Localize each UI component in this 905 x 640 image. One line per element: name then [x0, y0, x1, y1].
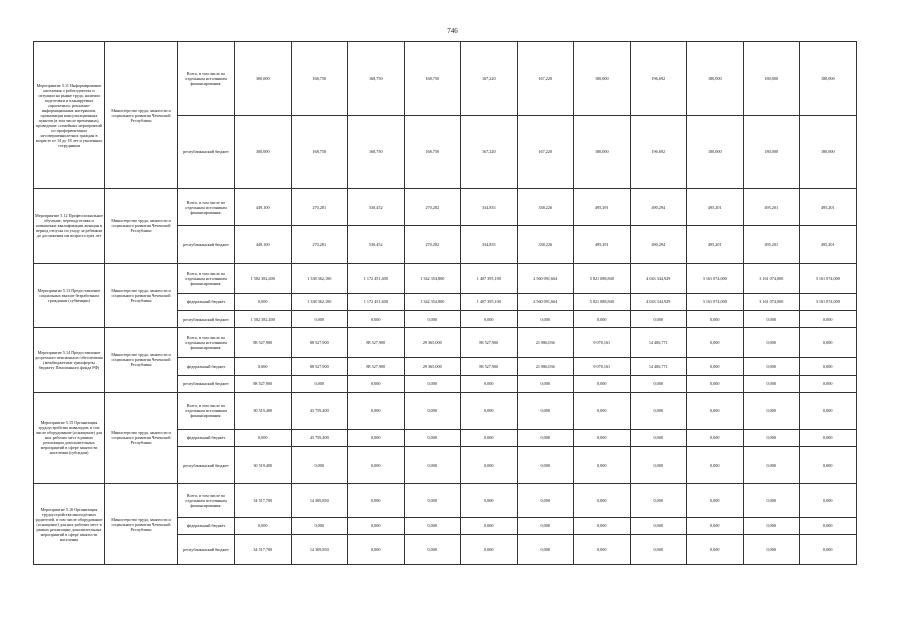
amount-cell: 88 527,900 [291, 358, 348, 375]
amount-cell: 495,201 [800, 226, 857, 263]
amount-cell: 0,000 [461, 534, 518, 564]
amount-cell: 0,000 [630, 534, 687, 564]
amount-cell: 0,000 [348, 375, 405, 392]
amount-cell: 0,000 [630, 429, 687, 446]
amount-cell: 1 582 382,400 [235, 263, 292, 293]
amount-cell: 490,294 [630, 189, 687, 226]
amount-cell: 180,000 [743, 42, 800, 116]
amount-cell: 0,000 [800, 375, 857, 392]
amount-cell: 0,000 [517, 517, 574, 534]
amount-cell: 495,201 [800, 189, 857, 226]
amount-cell: 180,000 [800, 115, 857, 189]
amount-cell: 338,226 [517, 226, 574, 263]
measure-name: Мероприятие 5.15 Организация трудоустройства инвалидов, в том числе оборудование (оснащение) для них рабочих мест в рамках реализации дополнительных мероприятий в сфере занятости населения (субсидии) [34, 392, 105, 484]
funding-source: Всего, в том числе по отдельным источникам финансирования: [178, 189, 235, 226]
amount-cell: 1 582 382,400 [235, 311, 292, 328]
funding-source: Всего, в том числе по отдельным источникам финансирования: [178, 328, 235, 358]
amount-cell: 4 043 344,929 [630, 263, 687, 293]
amount-cell: 449,100 [235, 226, 292, 263]
table-row [34, 189, 857, 226]
amount-cell: 1 407 395,100 [461, 263, 518, 293]
amount-cell: 1 407 395,100 [461, 293, 518, 310]
amount-cell: 3 161 074,000 [800, 293, 857, 310]
responsible-executor: Министерство труда, занятости и социального развития Чеченской Республики [105, 42, 178, 189]
amount-cell: 14 406,771 [630, 328, 687, 358]
amount-cell: 0,000 [687, 484, 744, 517]
amount-cell: 0,000 [348, 534, 405, 564]
amount-cell: 0,000 [743, 447, 800, 484]
amount-cell: 4 043 344,929 [630, 293, 687, 310]
amount-cell: 530,452 [348, 189, 405, 226]
amount-cell: 88 527,900 [461, 328, 518, 358]
funding-source: республиканский бюджет [178, 447, 235, 484]
amount-cell: 0,000 [235, 293, 292, 310]
budget-table [33, 41, 857, 565]
amount-cell: 1 338 362,100 [291, 293, 348, 310]
amount-cell: 0,000 [348, 447, 405, 484]
amount-cell: 495,291 [574, 189, 631, 226]
funding-source: федеральный бюджет [178, 517, 235, 534]
amount-cell: 0,000 [687, 392, 744, 429]
amount-cell: 0,000 [404, 375, 461, 392]
amount-cell: 0,000 [291, 447, 348, 484]
amount-cell: 30 519,400 [235, 392, 292, 429]
amount-cell: 0,000 [517, 375, 574, 392]
amount-cell: 0,000 [687, 358, 744, 375]
amount-cell: 0,000 [687, 311, 744, 328]
amount-cell: 196,692 [630, 42, 687, 116]
amount-cell: 338,226 [517, 189, 574, 226]
amount-cell: 300,000 [235, 115, 292, 189]
amount-cell: 0,000 [291, 375, 348, 392]
amount-cell: 0,000 [404, 517, 461, 534]
amount-cell: 1 338 362,100 [291, 263, 348, 293]
amount-cell: 5 821 088,840 [574, 293, 631, 310]
amount-cell: 0,000 [348, 311, 405, 328]
amount-cell: 168,750 [404, 42, 461, 116]
amount-cell: 0,000 [630, 517, 687, 534]
amount-cell: 29 365,000 [404, 358, 461, 375]
amount-cell: 530,452 [348, 226, 405, 263]
amount-cell: 14 406,771 [630, 358, 687, 375]
amount-cell: 0,000 [404, 311, 461, 328]
amount-cell: 168,750 [348, 42, 405, 116]
amount-cell: 21 086,036 [517, 358, 574, 375]
responsible-executor: Министерство труда, занятости и социального развития Чеченской Республики [105, 484, 178, 565]
measure-name: Мероприятие 5.14 Предоставление досрочного пенсионного обеспечения (межбюджетные трансферты бюджету Пенсионного фонда РФ) [34, 328, 105, 392]
amount-cell: 0,000 [743, 375, 800, 392]
amount-cell: 0,000 [404, 484, 461, 517]
amount-cell: 2 560 091,664 [517, 293, 574, 310]
amount-cell: 14 369,850 [291, 484, 348, 517]
amount-cell: 0,000 [800, 484, 857, 517]
amount-cell: 300,000 [235, 42, 292, 116]
amount-cell: 168,750 [348, 115, 405, 189]
measure-name: Мероприятие 5.16 Организация трудоустройства многодетных родителей, в том числе оборудование (оснащение) для них рабочих мест в рамках реализации дополнительных мероприятий в сфере занятости населения [34, 484, 105, 565]
amount-cell: 9 070,161 [574, 358, 631, 375]
amount-cell: 88 527,900 [348, 358, 405, 375]
responsible-executor: Министерство труда, занятости и социального развития Чеченской Республики [105, 263, 178, 327]
amount-cell: 168,750 [291, 115, 348, 189]
amount-cell: 0,000 [461, 429, 518, 446]
page-number: 746 [447, 27, 458, 35]
amount-cell: 334,835 [461, 189, 518, 226]
amount-cell: 0,000 [517, 534, 574, 564]
amount-cell: 0,000 [291, 311, 348, 328]
amount-cell: 0,000 [574, 484, 631, 517]
amount-cell: 0,000 [687, 534, 744, 564]
funding-source: республиканский бюджет [178, 311, 235, 328]
table-row [34, 42, 857, 116]
amount-cell: 0,000 [630, 484, 687, 517]
amount-cell: 88 527,900 [461, 358, 518, 375]
measure-name: Мероприятие 5.12 Профессиональное обучение, переподготовка и повышение квалификации женщин в период отпуска по уходу за ребенком до достижения им возраста трех лет [34, 189, 105, 264]
funding-source: федеральный бюджет [178, 293, 235, 310]
amount-cell: 1 342 354,800 [404, 263, 461, 293]
funding-source: республиканский бюджет [178, 115, 235, 189]
responsible-executor: Министерство труда, занятости и социального развития Чеченской Республики [105, 328, 178, 392]
amount-cell: 0,000 [687, 375, 744, 392]
amount-cell: 0,000 [461, 484, 518, 517]
amount-cell: 88 527,900 [235, 328, 292, 358]
amount-cell: 270,282 [404, 189, 461, 226]
amount-cell: 0,000 [461, 375, 518, 392]
amount-cell: 0,000 [630, 311, 687, 328]
amount-cell: 0,000 [517, 392, 574, 429]
amount-cell: 449,100 [235, 189, 292, 226]
amount-cell: 0,000 [687, 429, 744, 446]
amount-cell: 43 759,400 [291, 392, 348, 429]
amount-cell: 0,000 [800, 447, 857, 484]
funding-source: Всего, в том числе по отдельным источникам финансирования: [178, 42, 235, 116]
amount-cell: 0,000 [404, 447, 461, 484]
amount-cell: 167,220 [517, 42, 574, 116]
amount-cell: 180,000 [743, 115, 800, 189]
funding-source: Всего, в том числе по отдельным источникам финансирования: [178, 263, 235, 293]
amount-cell: 180,000 [574, 115, 631, 189]
amount-cell: 0,000 [743, 392, 800, 429]
amount-cell: 0,000 [461, 517, 518, 534]
amount-cell: 0,000 [348, 517, 405, 534]
funding-source: Всего, в том числе по отдельным источникам финансирования: [178, 392, 235, 429]
table-row [34, 328, 857, 358]
amount-cell: 495,291 [574, 226, 631, 263]
amount-cell: 334,835 [461, 226, 518, 263]
amount-cell: 0,000 [630, 392, 687, 429]
amount-cell: 0,000 [461, 392, 518, 429]
amount-cell: 3 161 074,000 [687, 293, 744, 310]
amount-cell: 0,000 [743, 534, 800, 564]
measure-name: Мероприятие 5.13 Предоставление социальных выплат безработным гражданам (субвенции) [34, 263, 105, 327]
amount-cell: 0,000 [800, 517, 857, 534]
amount-cell: 0,000 [743, 358, 800, 375]
amount-cell: 0,000 [574, 517, 631, 534]
funding-source: Всего, в том числе по отдельным источникам финансирования: [178, 484, 235, 517]
amount-cell: 0,000 [800, 429, 857, 446]
amount-cell: 0,000 [687, 447, 744, 484]
amount-cell: 0,000 [743, 328, 800, 358]
amount-cell: 0,000 [517, 484, 574, 517]
amount-cell: 43 759,400 [291, 429, 348, 446]
amount-cell: 0,000 [743, 429, 800, 446]
funding-source: федеральный бюджет [178, 429, 235, 446]
amount-cell: 0,000 [404, 534, 461, 564]
funding-source: республиканский бюджет [178, 534, 235, 564]
amount-cell: 88 527,900 [291, 328, 348, 358]
amount-cell: 0,000 [517, 429, 574, 446]
amount-cell: 3 161 074,000 [687, 263, 744, 293]
amount-cell: 34 517,700 [235, 534, 292, 564]
amount-cell: 167,220 [461, 115, 518, 189]
amount-cell: 0,000 [574, 447, 631, 484]
amount-cell: 0,000 [574, 311, 631, 328]
funding-source: республиканский бюджет [178, 226, 235, 263]
amount-cell: 14 369,850 [291, 534, 348, 564]
amount-cell: 0,000 [743, 517, 800, 534]
amount-cell: 9 070,161 [574, 328, 631, 358]
amount-cell: 0,000 [235, 517, 292, 534]
amount-cell: 168,750 [404, 115, 461, 189]
amount-cell: 0,000 [630, 447, 687, 484]
amount-cell: 0,000 [291, 517, 348, 534]
amount-cell: 0,000 [743, 311, 800, 328]
amount-cell: 0,000 [800, 311, 857, 328]
amount-cell: 0,000 [687, 328, 744, 358]
amount-cell: 1 342 354,800 [404, 293, 461, 310]
amount-cell: 30 519,400 [235, 447, 292, 484]
amount-cell: 0,000 [800, 328, 857, 358]
amount-cell: 0,000 [348, 484, 405, 517]
amount-cell: 29 365,000 [404, 328, 461, 358]
amount-cell: 0,000 [461, 311, 518, 328]
amount-cell: 180,000 [574, 42, 631, 116]
amount-cell: 167,220 [461, 42, 518, 116]
amount-cell: 0,000 [630, 375, 687, 392]
amount-cell: 3 161 074,000 [743, 263, 800, 293]
amount-cell: 34 517,700 [235, 484, 292, 517]
amount-cell: 0,000 [574, 375, 631, 392]
amount-cell: 270,282 [404, 226, 461, 263]
amount-cell: 3 161 074,000 [743, 293, 800, 310]
amount-cell: 0,000 [235, 358, 292, 375]
table-row [34, 484, 857, 517]
amount-cell: 168,750 [291, 42, 348, 116]
amount-cell: 495,201 [743, 189, 800, 226]
amount-cell: 3 161 074,000 [800, 263, 857, 293]
measure-name: Мероприятие 5.11 Информирование населения о работодателях и ситуации на рынке труда, наличии подготовки и планируемых «проектных» рекламно-информационных материалов, организации консультационных пунктов (в том числе временных), проведение «семейных мероприятий по профориентации несовершеннолетних граждан в возрасте от 14 до 18 лет и уволенных сотрудников [34, 42, 105, 189]
amount-cell: 0,000 [517, 447, 574, 484]
amount-cell: 2 560 091,664 [517, 263, 574, 293]
amount-cell: 0,000 [800, 358, 857, 375]
amount-cell: 1 172 451,400 [348, 293, 405, 310]
amount-cell: 0,000 [235, 429, 292, 446]
amount-cell: 167,220 [517, 115, 574, 189]
amount-cell: 490,294 [630, 226, 687, 263]
funding-source: республиканский бюджет [178, 375, 235, 392]
amount-cell: 0,000 [461, 447, 518, 484]
amount-cell: 0,000 [743, 484, 800, 517]
amount-cell: 0,000 [348, 429, 405, 446]
responsible-executor: Министерство труда, занятости и социального развития Чеченской Республики [105, 392, 178, 484]
responsible-executor: Министерство труда, занятости и социального развития Чеченской Республики [105, 189, 178, 264]
amount-cell: 0,000 [800, 534, 857, 564]
amount-cell: 0,000 [404, 392, 461, 429]
table-row [34, 263, 857, 293]
amount-cell: 0,000 [800, 392, 857, 429]
amount-cell: 0,000 [348, 392, 405, 429]
amount-cell: 21 086,036 [517, 328, 574, 358]
amount-cell: 180,000 [800, 42, 857, 116]
funding-source: федеральный бюджет [178, 358, 235, 375]
amount-cell: 495,201 [687, 189, 744, 226]
amount-cell: 0,000 [574, 429, 631, 446]
amount-cell: 0,000 [574, 534, 631, 564]
amount-cell: 88 527,900 [348, 328, 405, 358]
amount-cell: 0,000 [574, 392, 631, 429]
amount-cell: 1 172 451,400 [348, 263, 405, 293]
amount-cell: 5 821 088,840 [574, 263, 631, 293]
amount-cell: 495,201 [743, 226, 800, 263]
amount-cell: 88 527,900 [235, 375, 292, 392]
amount-cell: 0,000 [687, 517, 744, 534]
amount-cell: 180,000 [687, 42, 744, 116]
amount-cell: 270,281 [291, 226, 348, 263]
table-row [34, 392, 857, 429]
amount-cell: 180,000 [687, 115, 744, 189]
amount-cell: 0,000 [404, 429, 461, 446]
amount-cell: 270,281 [291, 189, 348, 226]
amount-cell: 196,692 [630, 115, 687, 189]
amount-cell: 495,201 [687, 226, 744, 263]
amount-cell: 0,000 [517, 311, 574, 328]
